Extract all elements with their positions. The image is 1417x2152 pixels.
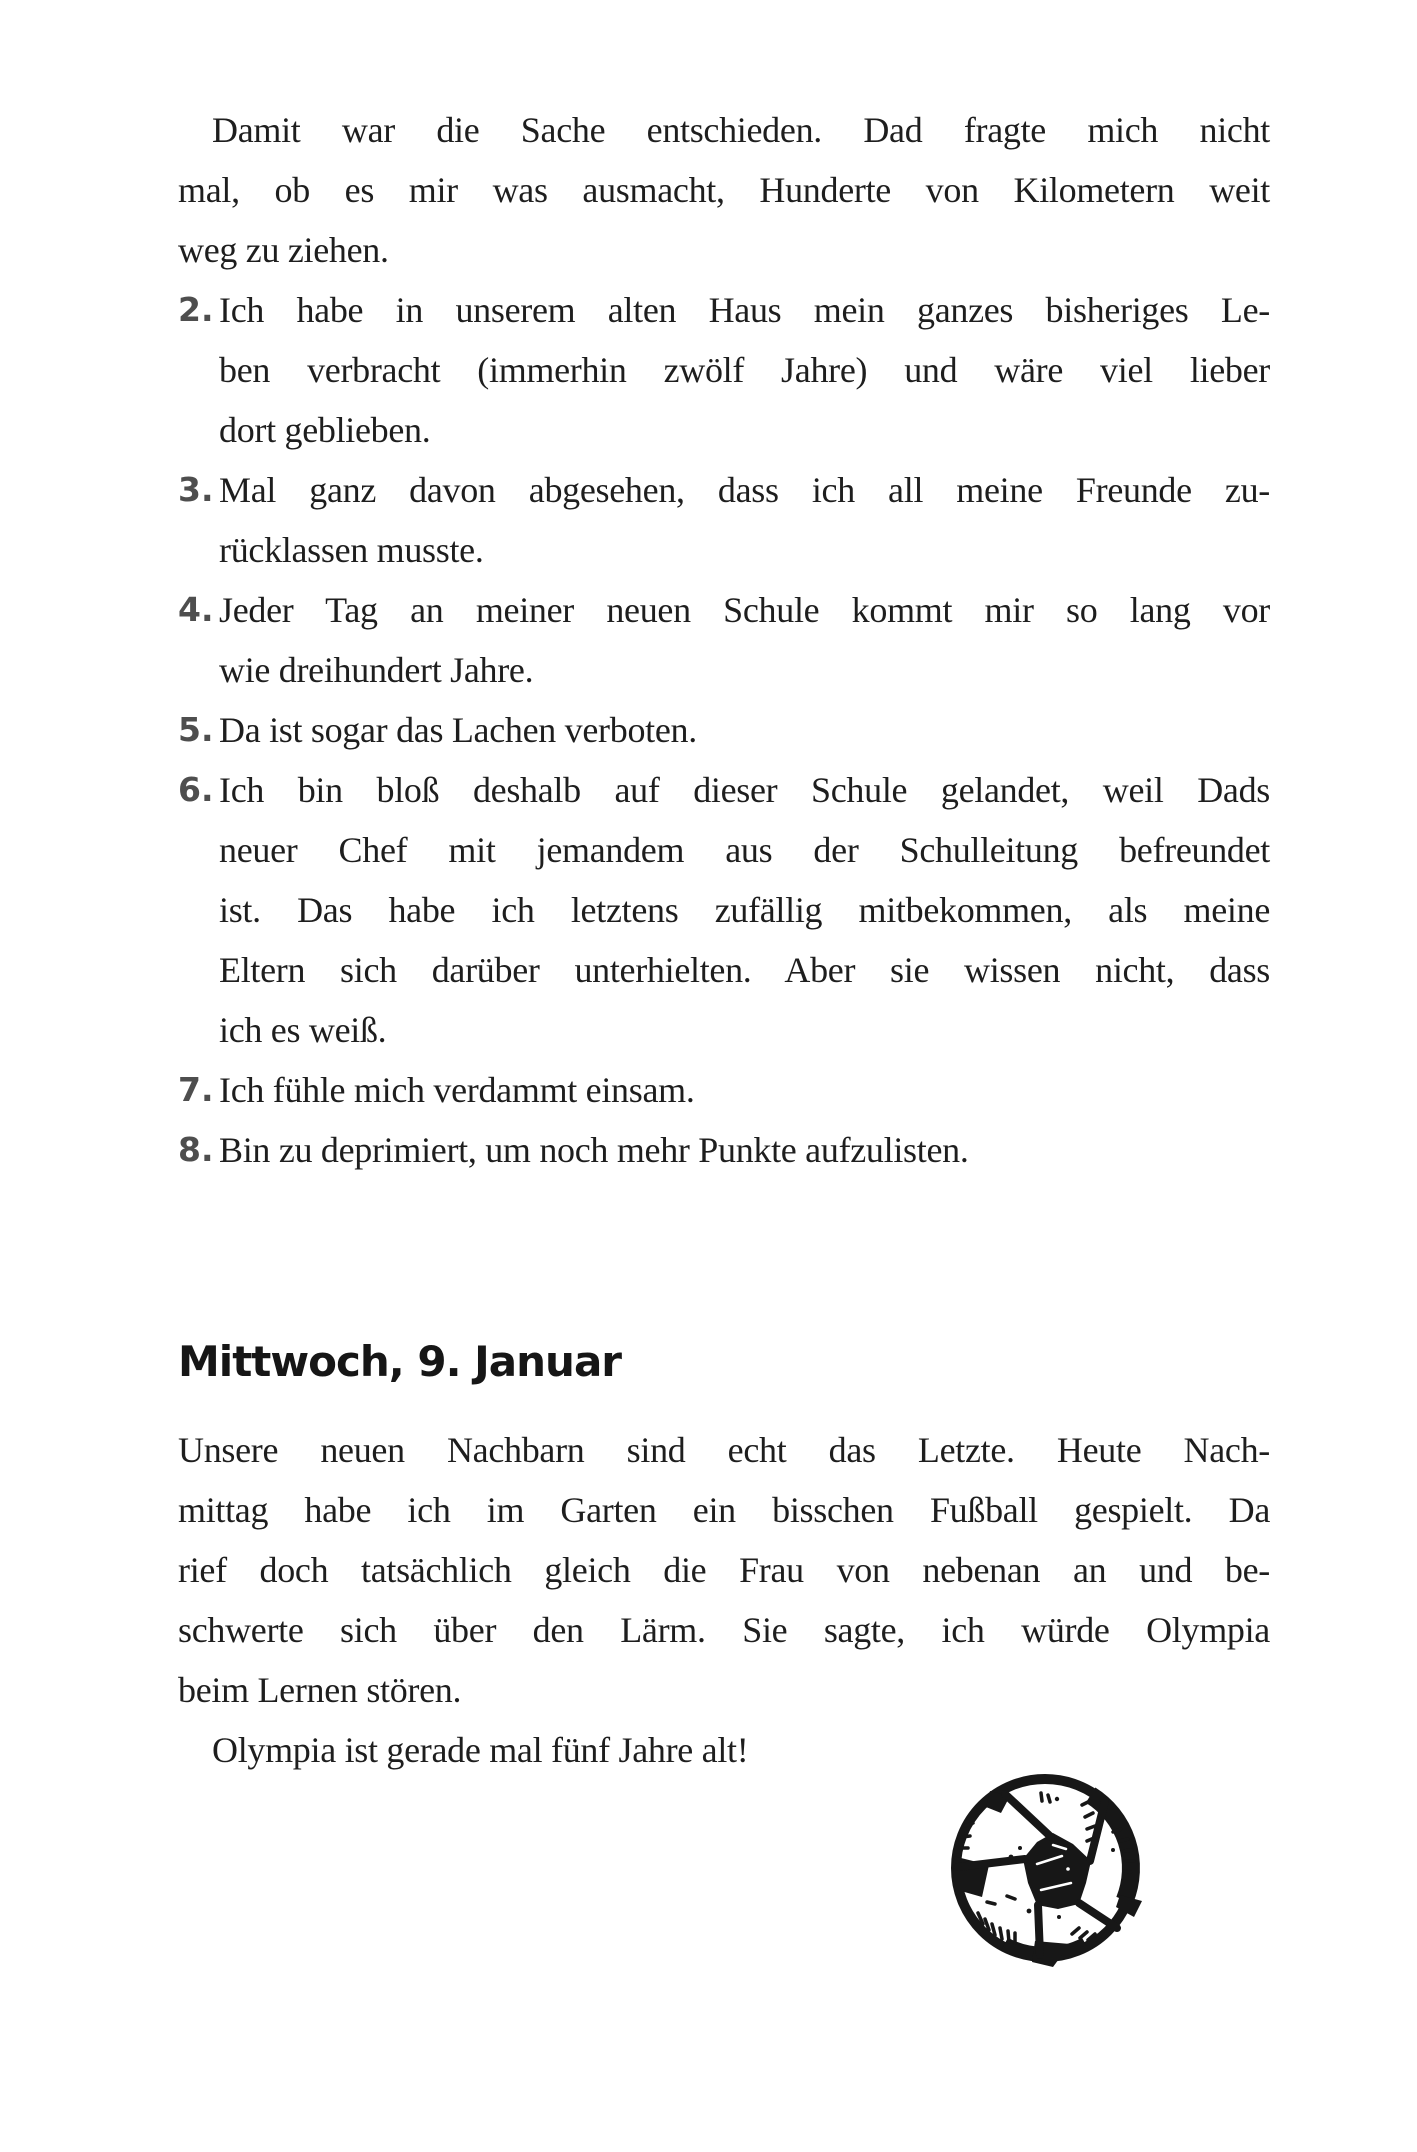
text-line: ben verbracht (immerhin zwölf Jahre) und wäre viel lieber xyxy=(219,350,1270,390)
list-item-number: 5. xyxy=(178,710,214,749)
text-line: mittag habe ich im Garten ein bisschen Fußball gespielt. Da xyxy=(178,1490,1270,1530)
text-line: ist. Das habe ich letztens zufällig mitbekommen, als meine xyxy=(219,890,1270,930)
list-item xyxy=(178,700,1270,760)
text-line: Da ist sogar das Lachen verboten. xyxy=(219,710,697,750)
intro-paragraph xyxy=(178,100,1270,280)
list-item-number: 7. xyxy=(178,1070,214,1109)
text-line: weg zu ziehen. xyxy=(178,230,389,270)
list-item-number: 4. xyxy=(178,590,214,629)
list-item xyxy=(178,580,1270,700)
text-line: wie dreihundert Jahre. xyxy=(219,650,534,690)
text-line: beim Lernen stören. xyxy=(178,1670,462,1710)
text-line: rücklassen musste. xyxy=(219,530,484,570)
list-item-number: 2. xyxy=(178,290,214,329)
text-line: Unsere neuen Nachbarn sind echt das Letzte. Heute Nach- xyxy=(178,1430,1270,1470)
text-line: Ich bin bloß deshalb auf dieser Schule gelandet, weil Dads xyxy=(219,770,1270,810)
text-line: Jeder Tag an meiner neuen Schule kommt mir so lang vor xyxy=(219,590,1270,630)
entry-paragraph xyxy=(178,1420,1270,1780)
text-line: Mal ganz davon abgesehen, dass ich all meine Freunde zu- xyxy=(219,470,1270,510)
text-line: Damit war die Sache entschieden. Dad fragte mich nicht xyxy=(212,110,1270,150)
text-line: Eltern sich darüber unterhielten. Aber sie wissen nicht, dass xyxy=(219,950,1270,990)
text-line: mal, ob es mir was ausmacht, Hunderte von Kilometern weit xyxy=(178,170,1270,210)
list-item xyxy=(178,760,1270,1060)
numbered-list xyxy=(178,280,1270,1180)
list-item xyxy=(178,1120,1270,1180)
soccer-ball-illustration xyxy=(941,1764,1149,1972)
text-line: Bin zu deprimiert, um noch mehr Punkte aufzulisten. xyxy=(219,1130,969,1170)
text-line: Ich habe in unserem alten Haus mein ganzes bisheriges Le- xyxy=(219,290,1270,330)
list-item-number: 6. xyxy=(178,770,214,809)
entry-heading: Mittwoch, 9. Januar xyxy=(178,1337,621,1386)
text-line: Ich fühle mich verdammt einsam. xyxy=(219,1070,695,1110)
text-line: dort geblieben. xyxy=(219,410,431,450)
list-item xyxy=(178,280,1270,460)
list-item xyxy=(178,460,1270,580)
closing-line: Olympia ist gerade mal fünf Jahre alt! xyxy=(212,1730,749,1770)
list-item-number: 3. xyxy=(178,470,214,509)
text-line: schwerte sich über den Lärm. Sie sagte, ich würde Olympia xyxy=(178,1610,1270,1650)
text-line: ich es weiß. xyxy=(219,1010,387,1050)
list-item xyxy=(178,1060,1270,1120)
list-item-number: 8. xyxy=(178,1130,214,1169)
text-line: rief doch tatsächlich gleich die Frau von nebenan an und be- xyxy=(178,1550,1270,1590)
text-line: neuer Chef mit jemandem aus der Schulleitung befreundet xyxy=(219,830,1270,870)
